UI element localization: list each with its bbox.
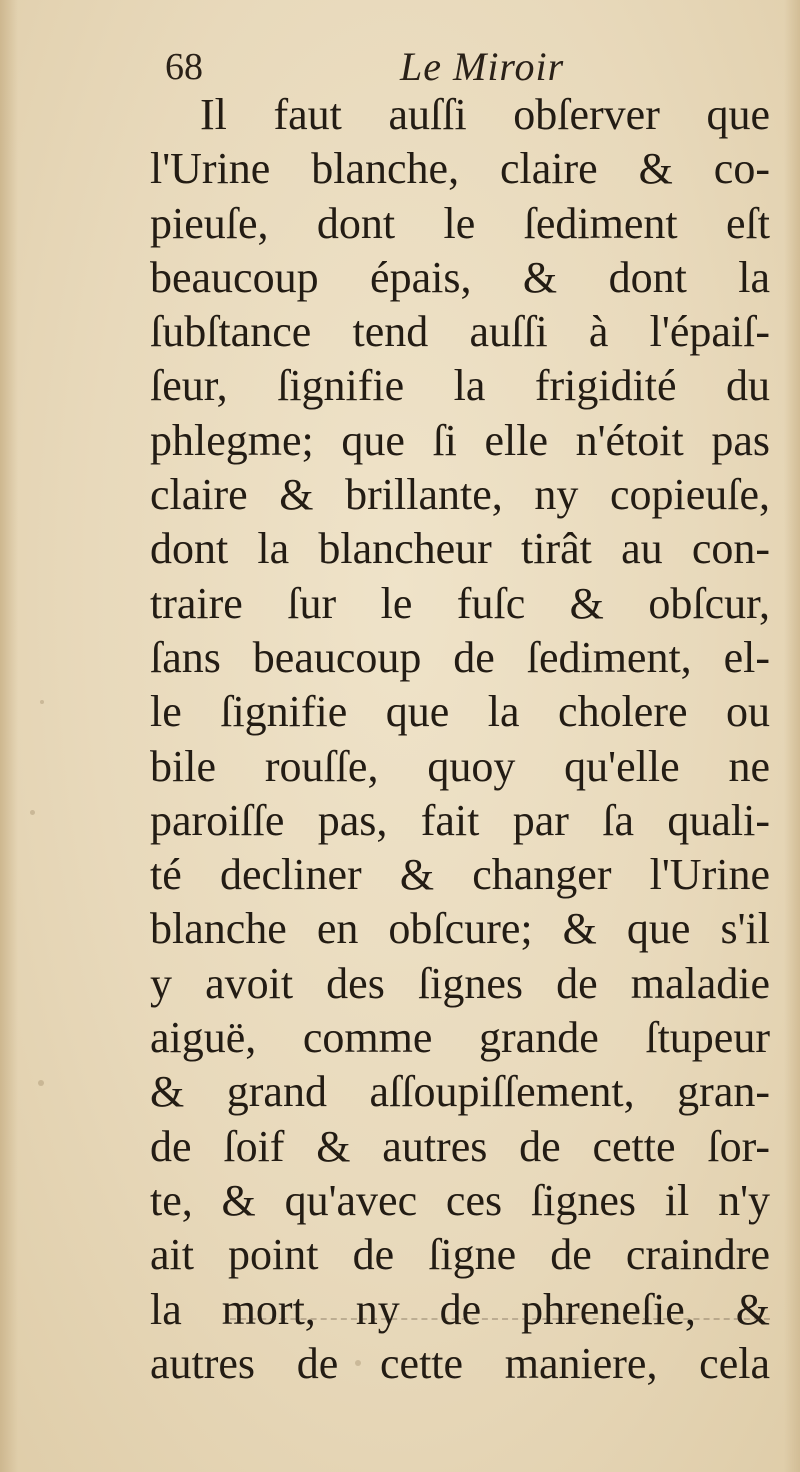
text-line: dont la blancheur tirât au con- <box>150 524 770 574</box>
text-line: té decliner & changer l'Urine <box>150 850 770 900</box>
text-line: blanche en obſcure; & que s'il <box>150 904 770 954</box>
running-title: Le Miroir <box>400 44 565 89</box>
text-line: traire ſur le fuſc & obſcur, <box>150 578 770 628</box>
paper-spot <box>38 1080 44 1086</box>
text-line: paroiſſe pas, fait par ſa quali- <box>150 795 770 845</box>
text-line: pieuſe, dont le ſediment eſt <box>150 198 770 248</box>
text-line: phlegme; que ſi elle n'étoit pas <box>150 415 770 465</box>
text-line: & grand aſſoupiſſement, gran- <box>150 1067 770 1117</box>
text-line: claire & brillante, ny copieuſe, <box>150 470 770 520</box>
page-number: 68 <box>165 46 203 88</box>
text-line: la mort, ny de phreneſie, & <box>150 1284 770 1334</box>
text-line: bile rouſſe, quoy qu'elle ne <box>150 741 770 791</box>
text-line: de ſoif & autres de cette ſor- <box>150 1121 770 1171</box>
text-line: ſeur, ſignifie la frigidité du <box>150 361 770 411</box>
page-right-edge <box>784 0 800 1472</box>
body-text <box>150 88 770 1391</box>
text-line: ait point de ſigne de craindre <box>150 1230 770 1280</box>
text-line: ſubſtance tend auſſi à l'épaiſ- <box>150 307 770 357</box>
text-line: te, & qu'avec ces ſignes il n'y <box>150 1175 770 1225</box>
page-header <box>165 42 605 92</box>
text-line: y avoit des ſignes de maladie <box>150 958 770 1008</box>
paper-spot <box>40 700 44 704</box>
text-line: l'Urine blanche, claire & co- <box>150 144 770 194</box>
paper-spot <box>30 810 35 815</box>
text-line: ſans beaucoup de ſediment, el- <box>150 632 770 682</box>
text-line: le ſignifie que la cholere ou <box>150 687 770 737</box>
text-line: aiguë, comme grande ſtupeur <box>150 1013 770 1063</box>
bleed-through-marks <box>230 1318 770 1340</box>
text-line: autres de cette maniere, cela <box>150 1338 770 1388</box>
text-line: beaucoup épais, & dont la <box>150 252 770 302</box>
page-left-edge <box>0 0 18 1472</box>
text-line: Il faut auſſi obſerver que <box>200 90 770 139</box>
